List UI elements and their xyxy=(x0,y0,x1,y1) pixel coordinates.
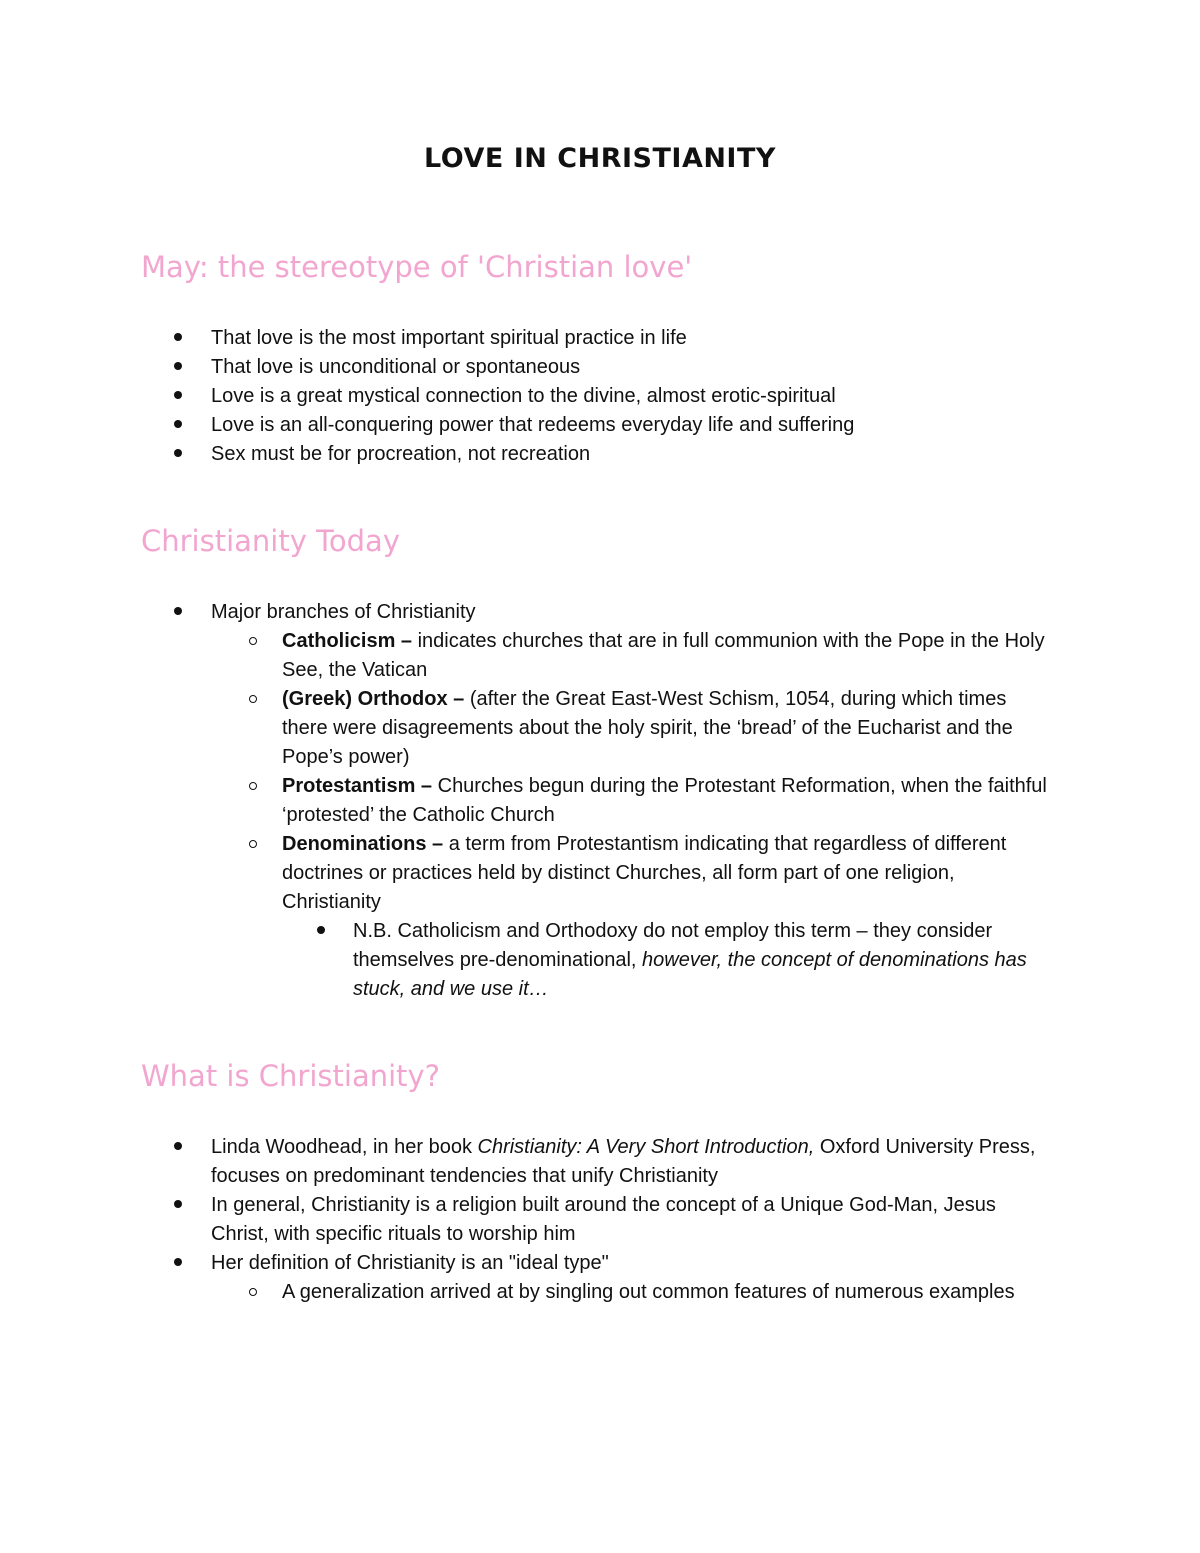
list-item-woodhead: Linda Woodhead, in her book Christianity: A Very Short Introduction, Oxford University Press, focuses on predominant tendencies that unify Christianity xyxy=(0,1133,1056,1191)
section-heading-christianity-today: Christianity Today xyxy=(141,524,400,558)
list-item: Love is an all-conquering power that redeems everyday life and suffering xyxy=(0,411,1056,440)
list-item-note: N.B. Catholicism and Orthodoxy do not employ this term – they consider themselves pre-denominational, however, the concept of denominations has stuck, and we use it… xyxy=(0,917,1058,1004)
definition-list xyxy=(0,1133,1057,1307)
list-item-catholicism: Catholicism – indicates churches that are in full communion with the Pope in the Holy See, the Vatican xyxy=(0,627,1057,685)
list-item-denominations: Denominations – a term from Protestantism indicating that regardless of different doctrines or practices held by distinct Churches, all form part of one religion, Christianity xyxy=(0,830,1057,917)
list-item-orthodox: (Greek) Orthodox – (after the Great East-West Schism, 1054, during which times there were disagreements about the holy spirit, the ‘bread’ of the Eucharist and the Pope’s power) xyxy=(0,685,1057,772)
list-item: Her definition of Christianity is an "ideal type" xyxy=(0,1249,1056,1278)
list-item: A generalization arrived at by singling out common features of numerous examples xyxy=(0,1278,1057,1307)
list-item: Sex must be for procreation, not recreation xyxy=(0,440,1056,469)
list-item-protestantism: Protestantism – Churches begun during the Protestant Reformation, when the faithful ‘protested’ the Catholic Church xyxy=(0,772,1057,830)
list-item: That love is the most important spiritual practice in life xyxy=(0,324,1056,353)
branches-list xyxy=(0,598,1058,1004)
list-item: Major branches of Christianity xyxy=(0,598,1056,627)
list-item: In general, Christianity is a religion built around the concept of a Unique God-Man, Jesus Christ, with specific rituals to worship him xyxy=(0,1191,1056,1249)
list-item: That love is unconditional or spontaneous xyxy=(0,353,1056,382)
document-title: LOVE IN CHRISTIANITY xyxy=(424,143,776,174)
list-item: Love is a great mystical connection to the divine, almost erotic-spiritual xyxy=(0,382,1056,411)
stereotype-list xyxy=(0,324,1056,469)
section-heading-what-is-christianity: What is Christianity? xyxy=(141,1059,441,1093)
section-heading-stereotype: May: the stereotype of 'Christian love' xyxy=(141,250,693,284)
